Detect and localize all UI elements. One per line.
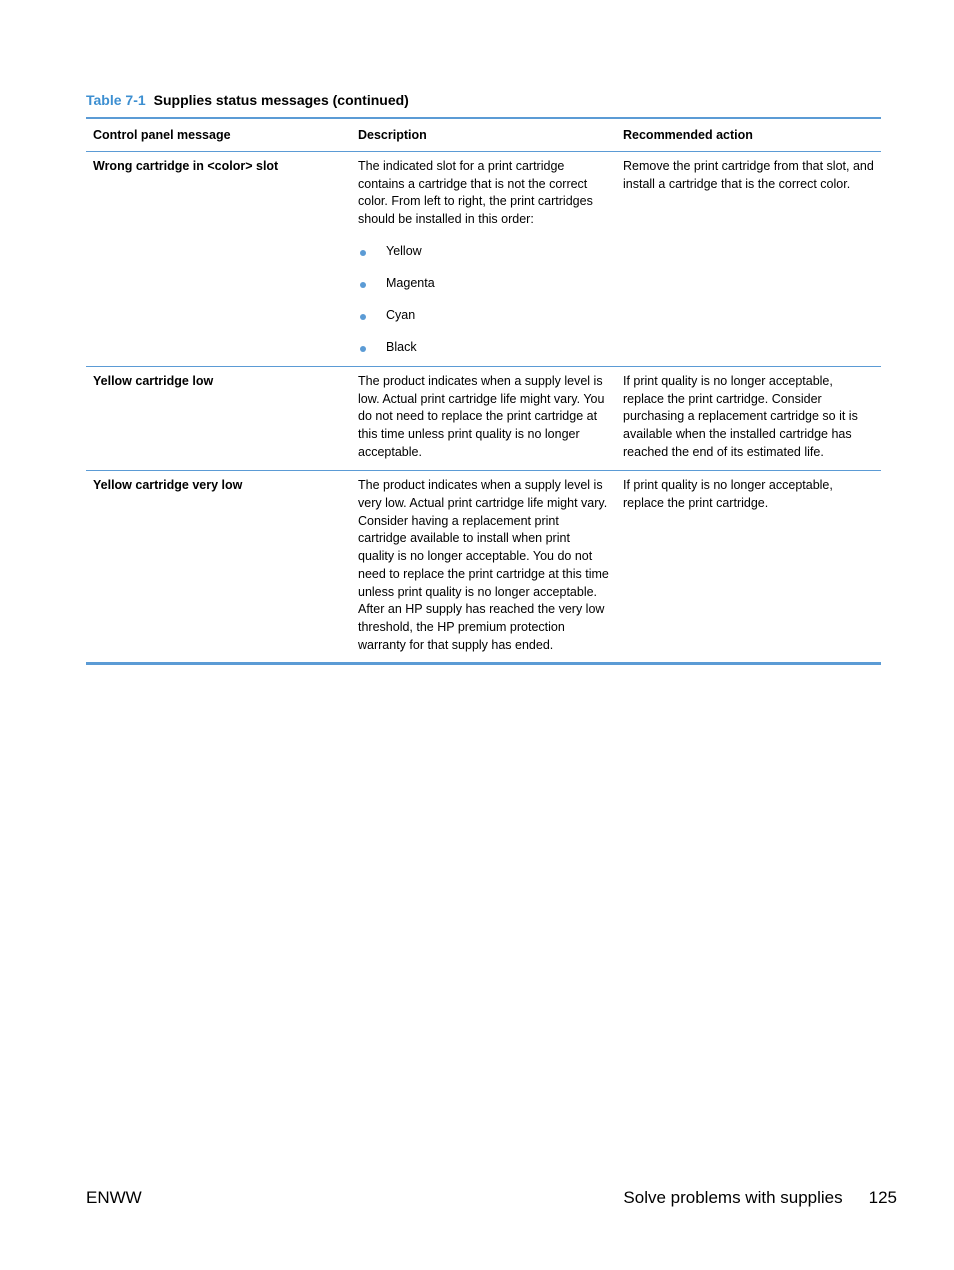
bullet-icon xyxy=(360,282,366,288)
bullet-icon xyxy=(360,250,366,256)
footer-section-title: Solve problems with supplies xyxy=(623,1188,843,1207)
table-caption xyxy=(86,92,409,108)
description-cell xyxy=(351,152,616,366)
description-text: The indicated slot for a print cartridge contains a cartridge that is not the correct color. From left to right, the print cartridges should be installed in this order: xyxy=(358,159,593,227)
list-item-label: Black xyxy=(386,340,417,355)
column-header-message: Control panel message xyxy=(93,128,231,142)
list-item-label: Yellow xyxy=(386,243,422,258)
control-panel-message: Yellow cartridge low xyxy=(93,373,214,388)
list-item xyxy=(358,275,609,293)
column-header-description: Description xyxy=(358,128,427,142)
table-row xyxy=(86,367,881,472)
table-row xyxy=(86,471,881,665)
recommended-action: If print quality is no longer acceptable, replace the print cartridge. Consider purchasing a replacement cartridge so it is available when the installed cartridge has reached the end of its estimated life. xyxy=(623,373,858,459)
footer-page-info xyxy=(623,1188,897,1208)
supplies-status-table xyxy=(86,117,881,665)
table-row xyxy=(86,152,881,367)
list-item-label: Magenta xyxy=(386,275,435,290)
page-number: 125 xyxy=(868,1188,897,1207)
control-panel-message: Wrong cartridge in <color> slot xyxy=(93,159,279,173)
recommended-action: If print quality is no longer acceptable, replace the print cartridge. xyxy=(623,478,833,511)
table-title: Supplies status messages (continued) xyxy=(153,92,409,108)
description-text: The product indicates when a supply level is low. Actual print cartridge life might vary. You do not need to replace the print cartridge at this time unless print quality is no longer acceptable. xyxy=(358,373,605,459)
bullet-icon xyxy=(360,346,366,352)
footer-label: ENWW xyxy=(86,1188,142,1207)
cartridge-order-list xyxy=(358,243,609,357)
list-item xyxy=(358,307,609,325)
table-header-row xyxy=(86,119,881,152)
table-number: Table 7-1 xyxy=(86,92,146,108)
control-panel-message: Yellow cartridge very low xyxy=(93,478,243,493)
column-header-action: Recommended action xyxy=(623,128,753,142)
list-item xyxy=(358,243,609,261)
description-text: The product indicates when a supply level is very low. Actual print cartridge life might vary. Consider having a replacement print cartridge available to install when print quality is no longer acceptable. You do not need to replace the print cartridge at this time unless print quality is no longer acceptable. After an HP supply has reached the very low threshold, the HP premium protection warranty for that supply has ended. xyxy=(358,478,609,652)
list-item-label: Cyan xyxy=(386,308,416,322)
list-item xyxy=(358,339,609,357)
recommended-action: Remove the print cartridge from that slot, and install a cartridge that is the correct color. xyxy=(623,159,874,191)
bullet-icon xyxy=(360,314,366,320)
